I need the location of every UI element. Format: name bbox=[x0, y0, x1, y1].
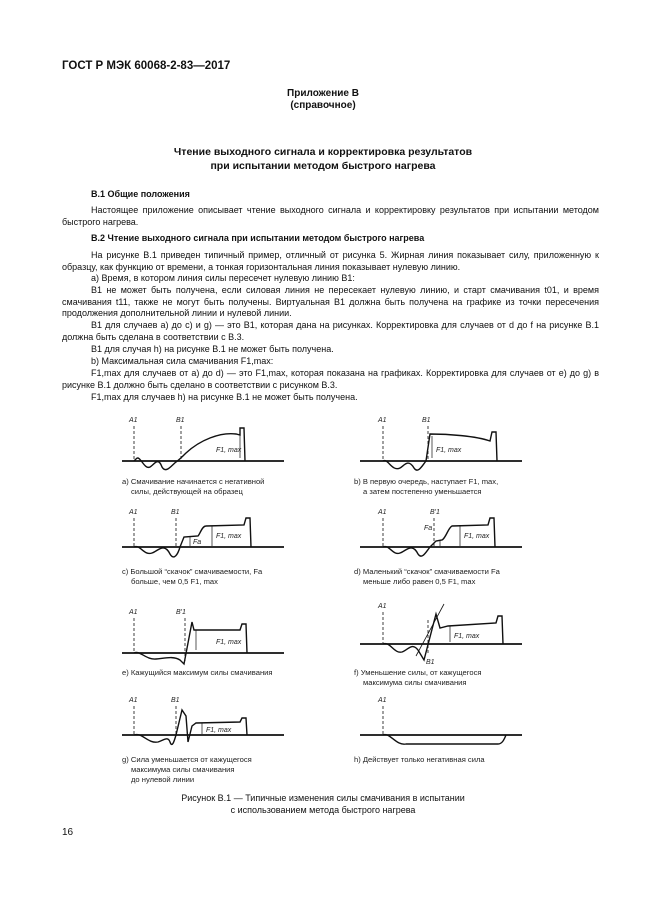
label-b1-g: B1 bbox=[171, 697, 180, 704]
document-header: ГОСТ Р МЭК 60068-2-83—2017 bbox=[62, 60, 231, 72]
graph-panel-b bbox=[356, 412, 526, 472]
label-fmax-d: F1, max bbox=[464, 533, 490, 540]
appendix-type: (справочное) bbox=[290, 100, 356, 111]
caption-d-line1: d) Маленький “скачок” смачиваемости Fa bbox=[354, 567, 500, 576]
appendix-label: Приложение В bbox=[287, 88, 359, 99]
caption-c-line1: с) Большой “скачок” смачиваемости, Fa bbox=[122, 567, 263, 576]
label-b1p-e: B′1 bbox=[176, 609, 186, 616]
caption-a-line2: силы, действующей на образец bbox=[131, 487, 243, 496]
label-a1: A1 bbox=[129, 417, 138, 424]
graph-panel-a bbox=[118, 412, 288, 472]
paragraph-b1-case-h: B1 для случая h) на рисунке В.1 не может быть получена. bbox=[91, 344, 334, 354]
caption-h-line1: h) Действует только негативная сила bbox=[354, 755, 485, 764]
paragraph-intro: На рисунке В.1 приведен типичный пример, отличный от рисунка 5. Жирная линия показывает силу, приложенную к образцу, как функцию от времени, а тонкая горизонтальная линия показывает нулевую линию. bbox=[62, 250, 599, 272]
graph-panel-h bbox=[356, 692, 526, 752]
paragraph-fmax-case-h: F1,max для случаев h) на рисунке В.1 не может быть получена. bbox=[91, 392, 358, 402]
graph-panel-d bbox=[356, 504, 526, 564]
figure-caption-line2: с использованием метода быстрого нагрева bbox=[230, 805, 416, 815]
graph-panel-e bbox=[118, 604, 288, 668]
label-fmax-e: F1, max bbox=[216, 639, 242, 646]
label-fmax-f: F1, max bbox=[454, 633, 480, 640]
caption-e-line1: е) Кажущийся максимум силы смачивания bbox=[122, 668, 273, 677]
graph-panel-f bbox=[356, 598, 526, 668]
label-b1-f: B1 bbox=[426, 659, 435, 666]
appendix-title-line2: при испытании методом быстрого нагрева bbox=[210, 160, 436, 172]
label-a1-c: A1 bbox=[129, 509, 138, 516]
label-a1-d: A1 bbox=[378, 509, 387, 516]
paragraph-b1-cases: B1 для случаев а) до с) и g) — это B1, которая дана на рисунках. Корректировка для случаев от d до f на рисунке В.1 должна быть сделана в соответствии с В.3. bbox=[62, 320, 599, 342]
page-number: 16 bbox=[62, 827, 74, 838]
caption-b-line1: b) В первую очередь, наступает F1, max, bbox=[354, 477, 499, 486]
figure-caption-line1: Рисунок В.1 — Типичные изменения силы смачивания в испытании bbox=[181, 793, 465, 803]
paragraph-item-b: b) Максимальная сила смачивания F1,max: bbox=[91, 356, 274, 366]
caption-f-line2: максимума силы смачивания bbox=[363, 678, 467, 687]
section-b1-text: Настоящее приложение описывает чтение выходного сигнала и корректировку результатов при испытании методом быстрого нагрева. bbox=[62, 205, 599, 227]
caption-g-line2: максимума силы смачивания bbox=[131, 765, 235, 774]
appendix-title-line1: Чтение выходного сигнала и корректировка результатов bbox=[173, 146, 473, 158]
label-b1-c: B1 bbox=[171, 509, 180, 516]
label-a1-f: A1 bbox=[378, 603, 387, 610]
graph-panel-c bbox=[118, 504, 288, 564]
section-b1-heading: В.1 Общие положения bbox=[91, 189, 190, 199]
label-b1: B1 bbox=[176, 417, 185, 424]
label-fmax-b: F1, max bbox=[436, 447, 462, 454]
label-a1-b: A1 bbox=[378, 417, 387, 424]
graph-panel-g bbox=[118, 692, 288, 752]
caption-g-line3: до нулевой линии bbox=[131, 775, 195, 784]
label-fmax: F1, max bbox=[216, 447, 242, 454]
section-b2-heading: В.2 Чтение выходного сигнала при испытании методом быстрого нагрева bbox=[91, 233, 425, 243]
label-fmax-g: F1, max bbox=[206, 727, 232, 734]
paragraph-item-a: а) Время, в котором линия силы пересечет нулевую линию B1: bbox=[91, 273, 355, 283]
caption-d-line2: меньше либо равен 0,5 F1, max bbox=[363, 577, 476, 586]
caption-c-line2: больше, чем 0,5 F1, max bbox=[131, 577, 218, 586]
caption-b-line2: а затем постепенно уменьшается bbox=[363, 487, 482, 496]
label-fa-c: Fa bbox=[193, 539, 202, 546]
label-a1-h: A1 bbox=[378, 697, 387, 704]
caption-f-line1: f) Уменьшение силы, от кажущегося bbox=[354, 668, 482, 677]
label-a1-g: A1 bbox=[129, 697, 138, 704]
paragraph-fmax-cases: F1,max для случаев от а) до d) — это F1,max, которая показана на графиках. Корректировка для случаев от е) до g) в рисунке В.1 должно быть сделано в соответствии с рисунком В.3. bbox=[62, 368, 599, 390]
caption-a-line1: а) Смачивание начинается с негативной bbox=[122, 477, 265, 486]
label-a1-e: A1 bbox=[129, 609, 138, 616]
label-fmax-c: F1, max bbox=[216, 533, 242, 540]
label-b1p-d: B′1 bbox=[430, 509, 440, 516]
paragraph-b1-virtual: B1 не может быть получена, если силовая линия не пересекает нулевую линию, и старт смачивания t01, и время смачивания t11, также не могут быть получены. Виртуальная B1 должна быть получена на графике из точки пересечения продолжения дополнительной линии и нулевой линии. bbox=[62, 285, 599, 318]
label-fa-d: Fa bbox=[424, 525, 433, 532]
label-b1-b: B1 bbox=[422, 417, 431, 424]
caption-g-line1: g) Сила уменьшается от кажущегося bbox=[122, 755, 252, 764]
